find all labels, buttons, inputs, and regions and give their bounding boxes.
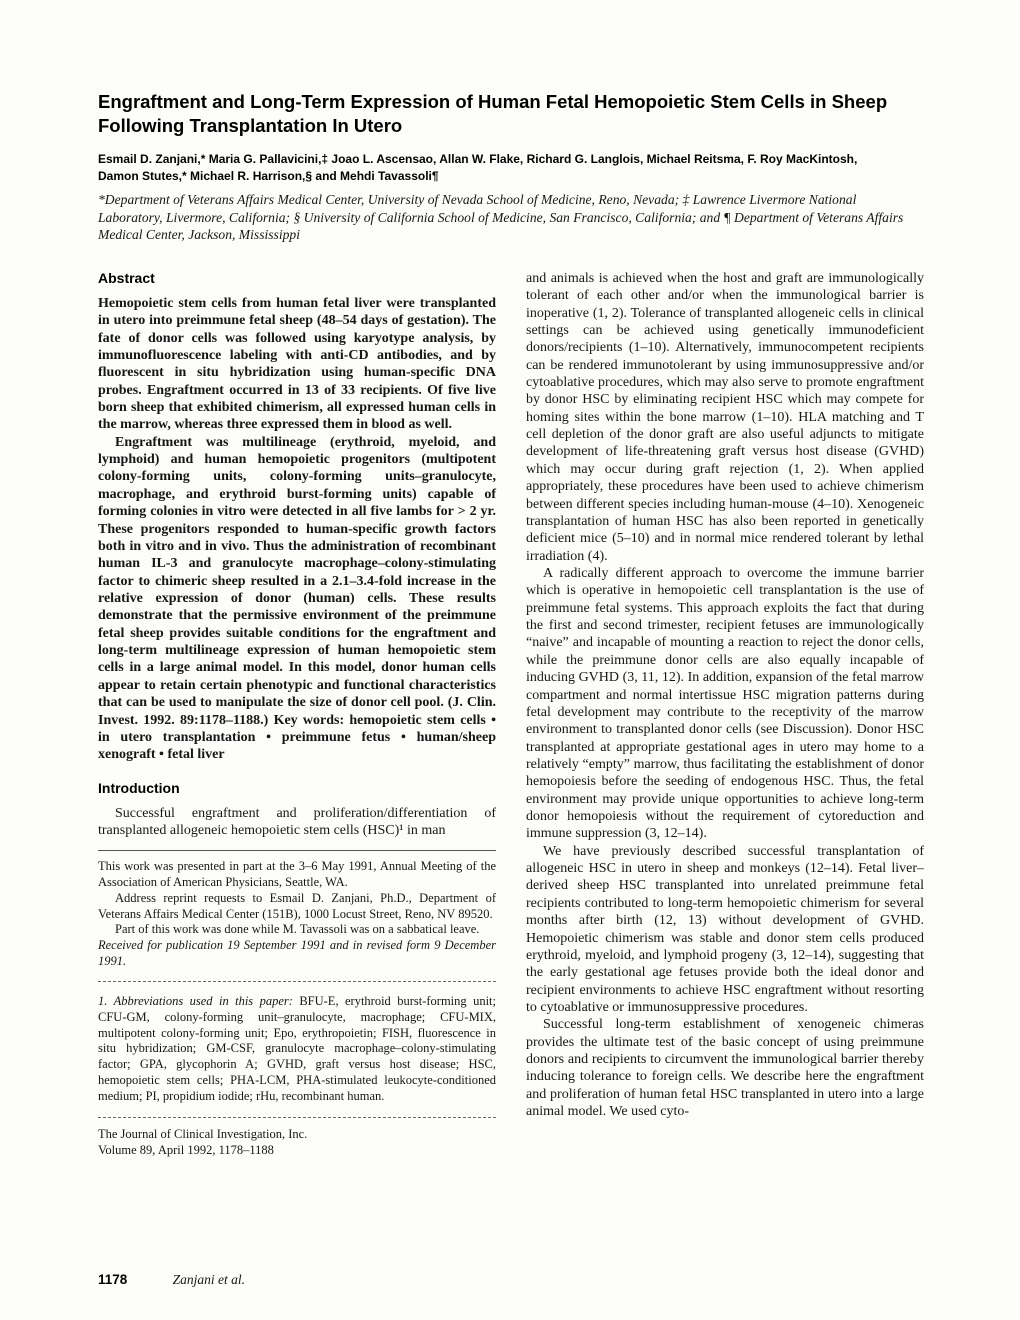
abbreviations-lead-in: 1. Abbreviations used in this paper: (98, 994, 300, 1009)
footnote-presented: This work was presented in part at the 3–6 May 1991, Annual Meeting of the Association of American Physicians, Seattle, WA. (98, 859, 496, 890)
introduction-heading: Introduction (98, 779, 180, 796)
paper-header (98, 90, 924, 244)
imprint-divider (98, 1117, 496, 1118)
page-footer (98, 1272, 245, 1288)
abstract-heading: Abstract (98, 269, 155, 286)
footnote-reprint-requests: Address reprint requests to Esmail D. Zanjani, Ph.D., Department of Veterans Affairs Medical Center (151B), 1000 Locust Street, Reno, NV 89520. (98, 890, 496, 921)
footnotes-section (98, 859, 496, 969)
left-column (98, 270, 496, 1158)
footnote-sabbatical: Part of this work was done while M. Tavassoli was on a sabbatical leave. (115, 922, 480, 937)
introduction-section (98, 780, 496, 840)
body-paragraph-4: Successful long-term establishment of xenogeneic chimeras provides the ultimate test of the basic concept of using preimmune donors and recipients to circumvent the immunological barrier thereby inducing tolerance to foreign cells. We describe here the engraftment and proliferation of human fetal HSC transplanted in utero into a large animal model. We used cyto- (526, 1017, 924, 1120)
abbreviations-divider (98, 981, 496, 982)
footnote-received-date: Received for publication 19 September 1991 and in revised form 9 December 1991. (98, 938, 496, 968)
abstract-paragraph-2: Engraftment was multilineage (erythroid, myeloid, and lymphoid) and human hemopoietic progenitors (multipotent colony-forming units, colony-forming units–granulocyte, macrophage, and erythroid burst-forming units) capable of forming colonies in vitro were detected in all five lambs for > 2 yr. These progenitors responded to human-specific growth factors both in vitro and in vivo. Thus the administration of recombinant human IL-3 and granulocyte macrophage–colony-stimulating factor to chimeric sheep resulted in a 2.1–3.4-fold increase in the relative expression of donor (human) cells. These results demonstrate that the permissive environment of the preimmune fetal sheep provides suitable conditions for the engraftment and long-term multilineage expression of human hemopoietic stem cells in a large animal model. In this model, donor human cells appear to retain certain phenotypic and functional characteristics that can be used to manipulate the size of donor cell pool. (J. Clin. Invest. 1992. 89:1178–1188.) Key words: hemopoietic stem cells • in utero transplantation • preimmune fetus • human/sheep xenograft • fetal liver (98, 434, 496, 763)
abstract-section (98, 270, 496, 764)
affiliations: *Department of Veterans Affairs Medical Center, University of Nevada School of Medicine, Reno, Nevada; ‡ Lawrence Livermore National Laboratory, Livermore, California; § University of California School of Medicine, San Francisco, California; and ¶ Department of Veterans Affairs Medical Center, Jackson, Mississippi (98, 191, 904, 243)
body-paragraph-3: We have previously described successful transplantation of allogeneic HSC in utero in sheep and monkeys (12–14). Fetal liver–derived sheep HSC transplanted into unrelated preimmune fetal recipients contributed to long-term hemopoietic chimerism for several months after birth (12, 13) without development of GVHD. Hemopoietic chimerism was stable and donor stem cells produced erythroid, myeloid, and lymphoid progeny (3, 12–14), suggesting that the early gestational age fetuses provide both the ideal donor and recipient environments to achieve HSC engraftment without resorting to cytoablative or immunosuppressive procedures. (526, 843, 924, 1015)
footnote-divider (98, 850, 496, 851)
running-authors: Zanjani et al. (172, 1272, 246, 1287)
page-number: 1178 (98, 1272, 128, 1287)
journal-name: The Journal of Clinical Investigation, Inc. (98, 1126, 308, 1141)
body-paragraph-2: A radically different approach to overcome the immune barrier which is operative in hemopoietic cell transplantation is the use of preimmune fetal systems. This approach exploits the fact that during the first and second trimester, recipient fetuses are immunologically “naive” and incapable of mounting a reaction to reject the donor cells, while the preimmune donor cells are also equally incapable of inducing GVHD (3, 11, 12). In addition, expansion of the fetal marrow compartment and normal intertissue HSC migration patterns during fetal development may contribute to the receptivity of the marrow environment to transplanted donor cells (see Discussion). Donor HSC transplanted at appropriate gestational ages in utero may home to a relatively “empty” marrow, thus facilitating the establishment of donor hemopoiesis before the seeding of endogenous HSC. Thus, the fetal environment may provide unique opportunities to achieve long-term donor hemopoiesis without the requirement of cytoreduction and immune suppression (3, 12–14). (526, 566, 924, 842)
body-paragraph-1: and animals is achieved when the host and graft are immunologically tolerant of each other and/or when the immunological barrier is inoperative (1, 2). Tolerance of transplanted allogeneic cells in clinical settings can be achieved using genetically immunodeficient donors/recipients (1–10). Alternatively, immunocompetent recipients can be rendered immunotolerant by using immunosuppressive and/or cytoablative procedures, which may also serve to promote engraftment by donor HSC by eliminating recipient HSC which may compete for homing sites within the bone marrow (1–10). HLA matching and T cell depletion of the donor graft are also useful adjuncts to mitigate development of life-threatening graft versus host disease (GVHD) which may occur during graft rejection (1, 2). When applied appropriately, these procedures have been used to achieve chimerism between different species including human-mouse (4–10). Xenogeneic transplantation of human HSC has also been reported in genetically deficient mice (5–10) and in normal mice rendered tolerant by lethal irradiation (4). (526, 270, 924, 564)
journal-volume-info: Volume 89, April 1992, 1178–1188 (98, 1143, 274, 1158)
author-list: Esmail D. Zanjani,* Maria G. Pallavicini,‡ Joao L. Ascensao, Allan W. Flake, Richard G. Langlois, Michael Reitsma, F. Roy MacKintosh, Damon Stutes,* Michael R. Harrison,§ and Mehdi Tavassoli¶ (98, 152, 858, 184)
introduction-paragraph-1: Successful engraftment and proliferation/differentiation of transplanted allogeneic hemopoietic stem cells (HSC)¹ in man (98, 805, 496, 838)
right-column (526, 270, 924, 1158)
abbreviations-footnote (98, 994, 496, 1104)
paper-title: Engraftment and Long-Term Expression of Human Fetal Hemopoietic Stem Cells in Sheep Following Transplantation In Utero (98, 91, 888, 137)
two-column-layout (98, 270, 924, 1158)
abbreviations-list: BFU-E, erythroid burst-forming unit; CFU-GM, colony-forming unit–granulocyte, macrophage; CFU-MIX, multipotent colony-forming unit; Epo, erythropoietin; FISH, fluorescence in situ hybridization; GM-CSF, granulocyte macrophage–colony-stimulating factor; GPA, glycophorin A; GVHD, graft versus host disease; HSC, hemopoietic stem cells; PHA-LCM, PHA-stimulated leukocyte-conditioned medium; PI, propidium iodide; rHu, recombinant human. (98, 994, 496, 1103)
journal-imprint (98, 1126, 496, 1159)
abstract-paragraph-1: Hemopoietic stem cells from human fetal liver were transplanted in utero into preimmune fetal sheep (48–54 days of gestation). The fate of donor cells was followed using karyotype analysis, by immunofluorescence labeling with anti-CD antibodies, and by fluorescent in situ hybridization using human-specific DNA probes. Engraftment occurred in 13 of 33 recipients. Of five live born sheep that exhibited chimerism, all expressed human cells in the marrow, whereas three expressed them in blood as well. (98, 295, 496, 433)
